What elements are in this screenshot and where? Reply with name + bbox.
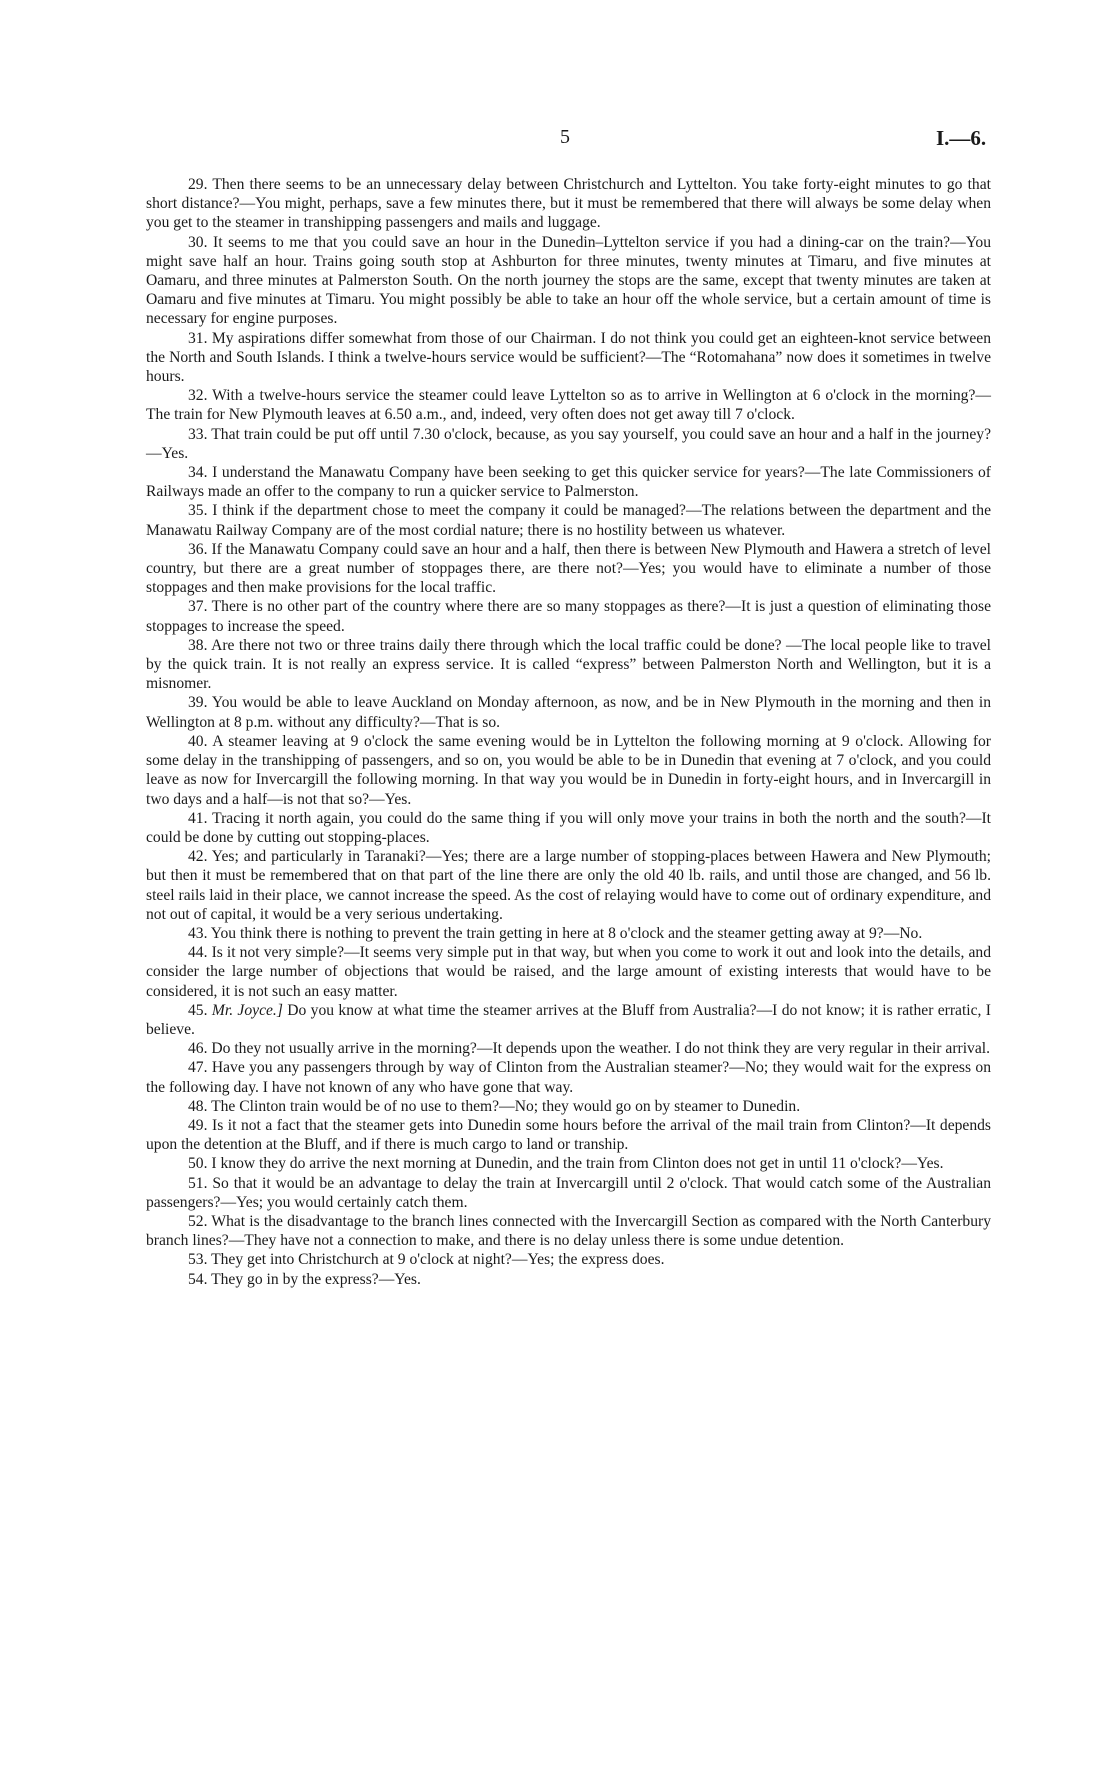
paragraph-q52: 52. What is the disadvantage to the branch lines connected with the Invercargill Section as compared with the North Canterbury branch lines?—They have not a connection to make, and there is no delay unless there is some undue detention. — [146, 1212, 991, 1250]
paragraph-q38: 38. Are there not two or three trains daily there through which the local traffic could be done? —The local people like to travel by the quick train. It is not really an express service. It is called “express” between Palmerston North and Wellington, but it is a misnomer. — [146, 636, 991, 693]
paragraph-q51: 51. So that it would be an advantage to delay the train at Invercargill until 2 o'clock. That would catch some of the Australian passengers?—Yes; you would certainly catch them. — [146, 1174, 991, 1211]
testimony-body — [146, 175, 991, 1289]
paragraph-q45-text: Do you know at what time the steamer arrives at the Bluff from Australia?—I do not know; it is rather erratic, I believe. — [146, 1001, 991, 1038]
paragraph-q41: 41. Tracing it north again, you could do the same thing if you will only move your trains in both the north and the south?—It could be done by cutting out stopping-places. — [146, 809, 991, 846]
paragraph-q43: 43. You think there is nothing to prevent the train getting in here at 8 o'clock and the steamer getting away at 9?—No. — [188, 924, 923, 942]
question-number: 45. — [188, 1001, 208, 1019]
paragraph-q35: 35. I think if the department chose to meet the company it could be managed?—The relations between the department and the Manawatu Railway Company are of the most cordial nature; there is no hostility between us whatever. — [146, 502, 991, 539]
paragraph-q30: 30. It seems to me that you could save an hour in the Dunedin–Lyttelton service if you had a dining-car on the train?—You might save half an hour. Trains going south stop at Ashburton for three minutes, twenty minutes at Timaru, and five minutes at Oamaru, and three minutes at Palmerston South. On the north journey the stops are the same, except that twenty minutes are taken at Oamaru and five minutes at Timaru. You might possibly be able to take an hour off the whole service, but a certain amount of time is necessary for engine purposes. — [146, 233, 991, 328]
paragraph-q45 — [146, 1001, 991, 1039]
paragraph-q48: 48. The Clinton train would be of no use to them?—No; they would go on by steamer to Dunedin. — [188, 1097, 801, 1115]
paragraph-q36: 36. If the Manawatu Company could save an hour and a half, then there is between New Plymouth and Hawera a stretch of level country, but there are a great number of stoppages there, are there not?—Yes; you would have to eliminate a number of those stoppages and then make provisions for the local traffic. — [146, 540, 991, 597]
paragraph-q42: 42. Yes; and particularly in Taranaki?—Yes; there are a large number of stopping-places between Hawera and New Plymouth; but then it must be remembered that on that part of the line there are only the old 40 lb. rails, and until those are changed, and 56 lb. steel rails laid in their place, we cannot increase the speed. As the cost of relaying would have to come out of ordinary expenditure, and not out of capital, it would be a very serious undertaking. — [146, 848, 991, 923]
paragraph-q50: 50. I know they do arrive the next morning at Dunedin, and the train from Clinton does not get in until 11 o'clock?—Yes. — [188, 1155, 944, 1173]
paragraph-q31: 31. My aspirations differ somewhat from those of our Chairman. I do not think you could get an eighteen-knot service between the North and South Islands. I think a twelve-hours service would be sufficient?—The “Rotomahana” now does it sometimes in twelve hours. — [146, 329, 991, 386]
paragraph-q32: 32. With a twelve-hours service the steamer could leave Lyttelton so as to arrive in Wellington at 6 o'clock in the morning?—The train for New Plymouth leaves at 6.50 a.m., and, indeed, very often does not get away till 7 o'clock. — [146, 387, 991, 424]
paragraph-q33: 33. That train could be put off until 7.30 o'clock, because, as you say yourself, you could save an hour and a half in the journey?—Yes. — [146, 425, 991, 462]
paragraph-q37: 37. There is no other part of the country where there are so many stoppages as there?—It is just a question of eliminating those stoppages to increase the speed. — [146, 598, 991, 635]
paragraph-q49: 49. Is it not a fact that the steamer gets into Dunedin some hours before the arrival of the mail train from Clinton?—It depends upon the detention at the Bluff, and if there is much cargo to land or tranship. — [146, 1116, 991, 1154]
document-reference: I.—6. — [936, 126, 987, 150]
paragraph-q46: 46. Do they not usually arrive in the morning?—It depends upon the weather. I do not think they are very regular in their arrival. — [188, 1040, 990, 1058]
paragraph-q29: 29. Then there seems to be an unnecessary delay between Christchurch and Lyttelton. You take forty-eight minutes to go that short distance?—You might, perhaps, save a few minutes there, but it must be remembered that there will always be some delay when you get to the steamer in transhipping passengers and mails and luggage. — [146, 176, 991, 232]
paragraph-q47: 47. Have you any passengers through by way of Clinton from the Australian steamer?—No; they would wait for the express on the following day. I have not known of any who have gone that way. — [146, 1059, 991, 1096]
speaker-name: Mr. Joyce.] — [211, 1001, 283, 1019]
paragraph-q54: 54. They go in by the express?—Yes. — [188, 1270, 421, 1288]
paragraph-q40: 40. A steamer leaving at 9 o'clock the same evening would be in Lyttelton the following morning at 9 o'clock. Allowing for some delay in the transhipping of passengers, and so on, you would be able to be in Dunedin that evening at 7 o'clock, and you could leave as now for Invercargill the following morning. In that way you would be in Dunedin in forty-eight hours, and in Invercargill in two days and a half—is not that so?—Yes. — [146, 732, 991, 808]
paragraph-q53: 53. They get into Christchurch at 9 o'clock at night?—Yes; the express does. — [188, 1251, 665, 1269]
page-header — [0, 126, 1114, 156]
paragraph-q34: 34. I understand the Manawatu Company have been seeking to get this quicker service for years?—The late Commissioners of Railways made an offer to the company to run a quicker service to Palmerston. — [146, 464, 991, 501]
paragraph-q39: 39. You would be able to leave Auckland on Monday afternoon, as now, and be in New Plymouth in the morning and then in Wellington at 8 p.m. without any difficulty?—That is so. — [146, 694, 991, 731]
page-number: 5 — [560, 126, 570, 148]
paragraph-q44: 44. Is it not very simple?—It seems very simple put in that way, but when you come to work it out and look into the details, and consider the large number of objections that would be raised, and the large amount of existing interests that would have to be considered, it is not such an easy matter. — [146, 944, 991, 1000]
